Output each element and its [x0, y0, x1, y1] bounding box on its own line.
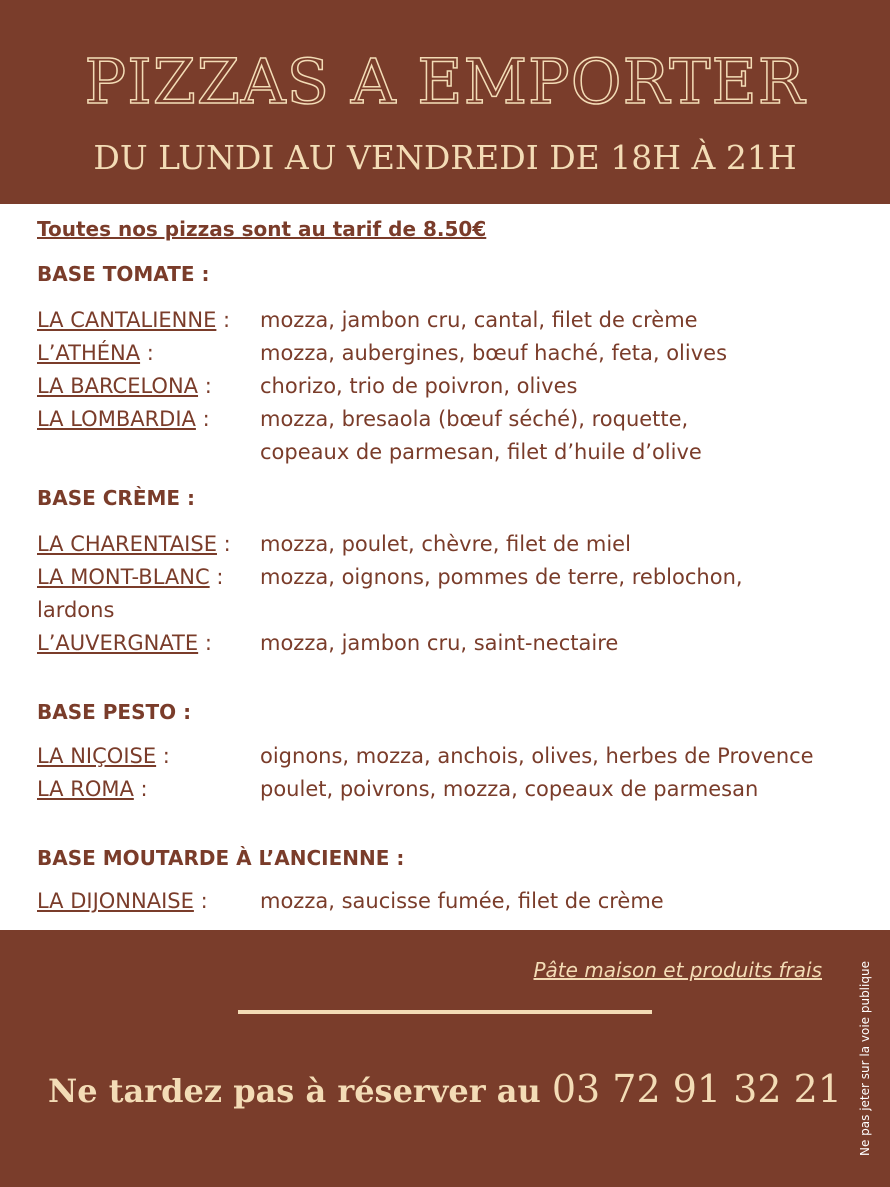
- pizza-ingredients: mozza, oignons, pommes de terre, reblochon,: [260, 565, 743, 589]
- section-title-creme: BASE CRÈME :: [37, 486, 196, 510]
- pizza-name: LA ROMA :: [37, 777, 148, 801]
- pizza-ingredients: mozza, jambon cru, saint-nectaire: [260, 631, 619, 655]
- opening-hours: DU LUNDI AU VENDREDI DE 18H À 21H: [93, 138, 797, 177]
- pizza-name: L’AUVERGNATE :: [37, 631, 212, 655]
- pizza-ingredients: mozza, saucisse fumée, filet de crème: [260, 889, 664, 913]
- pizza-name: LA LOMBARDIA :: [37, 407, 210, 431]
- pizza-name: LA CANTALIENNE :: [37, 308, 231, 332]
- pizza-ingredients: poulet, poivrons, mozza, copeaux de parmesan: [260, 777, 759, 801]
- reservation-line: [0, 1064, 890, 1116]
- pizza-ingredients: mozza, jambon cru, cantal, filet de crème: [260, 308, 698, 332]
- divider-line: [238, 1010, 652, 1014]
- reservation-text: Ne tardez pas à réserver au: [48, 1072, 541, 1110]
- pizza-ingredients: chorizo, trio de poivron, olives: [260, 374, 578, 398]
- section-title-tomate: BASE TOMATE :: [37, 262, 210, 286]
- tagline: Pâte maison et produits frais: [533, 958, 822, 982]
- pizza-name: LA DIJONNAISE :: [37, 889, 208, 913]
- page-title: PIZZAS A EMPORTER: [84, 45, 806, 118]
- pizza-ingredients: mozza, aubergines, bœuf haché, feta, olives: [260, 341, 728, 365]
- pizza-name: LA NIÇOISE :: [37, 744, 170, 768]
- pizza-ingredients: mozza, poulet, chèvre, filet de miel: [260, 532, 631, 556]
- pizza-ingredients-continued: copeaux de parmesan, filet d’huile d’olive: [260, 440, 702, 464]
- pizza-name: LA CHARENTAISE :: [37, 532, 231, 556]
- section-title-moutarde: BASE MOUTARDE À L’ANCIENNE :: [37, 846, 405, 870]
- pizza-name: LA BARCELONA :: [37, 374, 212, 398]
- pizza-ingredients-wrap: lardons: [37, 598, 115, 622]
- pizza-name: L’ATHÉNA :: [37, 341, 154, 365]
- phone-number: 03 72 91 32 21: [551, 1067, 842, 1111]
- pizza-ingredients: oignons, mozza, anchois, olives, herbes de Provence: [260, 744, 814, 768]
- disposal-notice: Ne pas jeter sur la voie publique: [858, 961, 872, 1156]
- pizza-ingredients: mozza, bresaola (bœuf séché), roquette,: [260, 407, 689, 431]
- price-notice: Toutes nos pizzas sont au tarif de 8.50€: [37, 217, 487, 241]
- section-title-pesto: BASE PESTO :: [37, 700, 192, 724]
- pizza-name: LA MONT-BLANC :: [37, 565, 224, 589]
